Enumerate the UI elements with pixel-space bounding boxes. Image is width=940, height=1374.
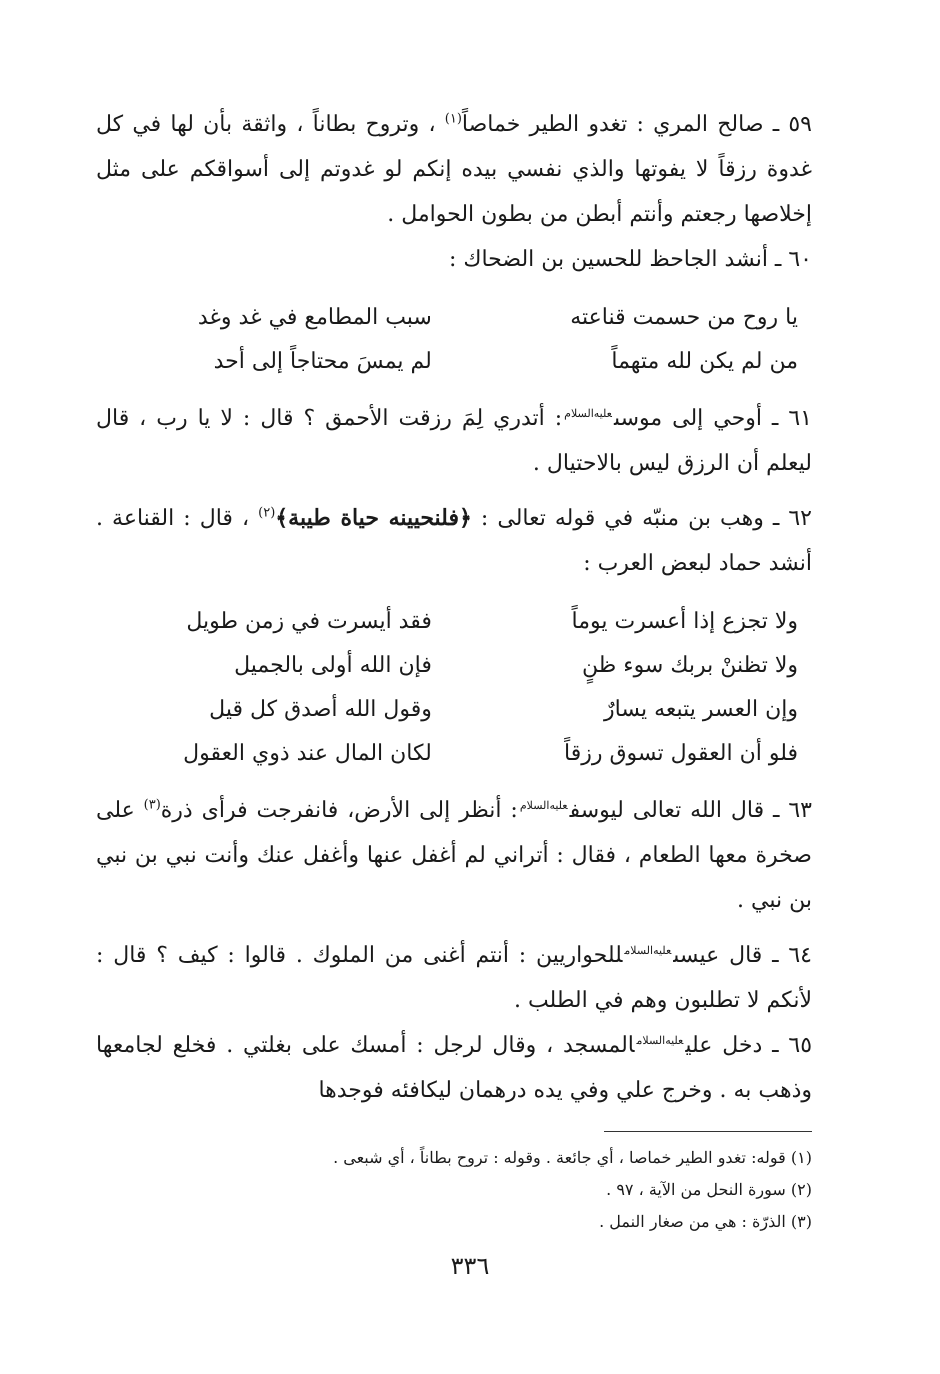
- paragraph-64-rest: للحواريين : أنتم أغنى من الملوك . قالوا : كيف ؟ قال : لأنكم لا تطلبون وهم في الطلب .: [96, 943, 812, 1013]
- paragraph-62-rest: ، قال : القناعة . أنشد حماد لبعض العرب :: [96, 506, 812, 576]
- paragraph-59: [96, 102, 812, 237]
- verse: [120, 732, 798, 776]
- verse-first-hemistich: يا روح من حسمت قناعته: [570, 305, 798, 330]
- paragraph-59-rest: ، وتروح بطاناً ، واثقة بأن لها في كل غدوة رزقاً لا يفوتها والذي نفسي بيده إنكم لو غدوتم إلى أسواقكم على مثل إخلاصها رجعتم وأنتم أبطن من بطون الحوامل .: [96, 112, 812, 227]
- verse: [120, 688, 798, 732]
- verse: [120, 644, 798, 688]
- verse-first-hemistich: ولا تظننْ بربك سوء ظنٍ: [581, 653, 798, 678]
- paragraph-65-text: ٦٥ ـ دخل علي: [685, 1033, 813, 1058]
- blessing-mark: عليه‌السلام: [636, 1033, 684, 1047]
- verse-second-hemistich: وقول الله أصدق كل قيل: [209, 697, 432, 722]
- paragraph-61-text: ٦١ ـ أوحي إلى موسى: [613, 406, 812, 431]
- footnotes: [96, 1142, 812, 1238]
- footnote-ref-1: (١): [444, 111, 462, 127]
- paragraph-64-text: ٦٤ ـ قال عيسى: [673, 943, 812, 968]
- footnote: (١) قوله: تغدو الطير خماصا ، أي جائعة . وقوله : تروح بطاناً ، أي شبعى .: [333, 1148, 812, 1167]
- footnote: (٣) الذرّة : هي من صغار النمل .: [599, 1212, 812, 1231]
- paragraph-62-text: ٦٢ ـ وهب بن منبّه في قوله تعالى :: [471, 506, 812, 531]
- paragraph-61-rest: : أتدري لِمَ رزقت الأحمق ؟ قال : لا يا رب ، قال ليعلم أن الرزق ليس بالاحتيال .: [96, 406, 812, 476]
- verse-first-hemistich: من لم يكن لله متهماً: [611, 349, 798, 374]
- verse-second-hemistich: لم يمسَ محتاجاً إلى أحد: [213, 349, 432, 374]
- poem-hammad: [120, 600, 798, 776]
- verse: [120, 600, 798, 644]
- verse-second-hemistich: سبب المطامع في غد وغد: [197, 305, 432, 330]
- footnote: (٢) سورة النحل من الآية ، ٩٧ .: [606, 1180, 812, 1199]
- verse: [120, 340, 798, 384]
- blessing-mark: عليه‌السلام: [519, 798, 568, 812]
- paragraph-63-rest: على صخرة معها الطعام ، فقال : أتراني لم أغفل عنها وأغفل عنك وأنت نبي بن نبي بن نبي .: [96, 798, 812, 913]
- page-number: ٣٣٦: [450, 1252, 490, 1280]
- paragraph-63-text: ٦٣ ـ قال الله تعالى ليوسف: [569, 798, 812, 823]
- paragraph-61: [96, 396, 812, 486]
- paragraph-65: [96, 1023, 812, 1113]
- verse-second-hemistich: فإن الله أولى بالجميل: [234, 653, 432, 678]
- paragraph-64: [96, 933, 812, 1023]
- poem-hussein: [120, 296, 798, 384]
- verse-second-hemistich: لكان المال عند ذوي العقول: [183, 741, 432, 766]
- verse-first-hemistich: ولا تجزع إذا أعسرت يوماً: [571, 609, 798, 634]
- paragraph-63-mid: : أنظر إلى الأرض، فانفرجت فرأى ذرة: [160, 798, 518, 823]
- verse: [120, 296, 798, 340]
- verse-second-hemistich: فقد أيسرت في زمن طويل: [186, 609, 432, 634]
- blessing-mark: عليه‌السلام: [624, 943, 672, 957]
- blessing-mark: عليه‌السلام: [564, 406, 612, 420]
- paragraph-62: [96, 496, 812, 586]
- quran-verse: ﴿فلنحيينه حياة طيبة﴾: [275, 505, 472, 531]
- footnote-ref-3: (٣): [143, 797, 161, 813]
- paragraph-65-rest: المسجد ، وقال لرجل : أمسك على بغلتي . فخلع لجامعها وذهب به . وخرج علي وفي يده درهمان ليكافئه فوجدها: [96, 1033, 812, 1103]
- paragraph-60: ٦٠ ـ أنشد الجاحظ للحسين بن الضحاك :: [448, 247, 812, 272]
- paragraph-63: [96, 788, 812, 923]
- footnote-ref-2: (٢): [258, 505, 276, 521]
- paragraph-59-text: ٥٩ ـ صالح المري : تغدو الطير خماصاً: [461, 112, 812, 137]
- verse-first-hemistich: وإن العسر يتبعه يسارٌ: [604, 697, 798, 722]
- verse-first-hemistich: فلو أن العقول تسوق رزقاً: [564, 741, 798, 766]
- footnote-divider: [604, 1131, 812, 1132]
